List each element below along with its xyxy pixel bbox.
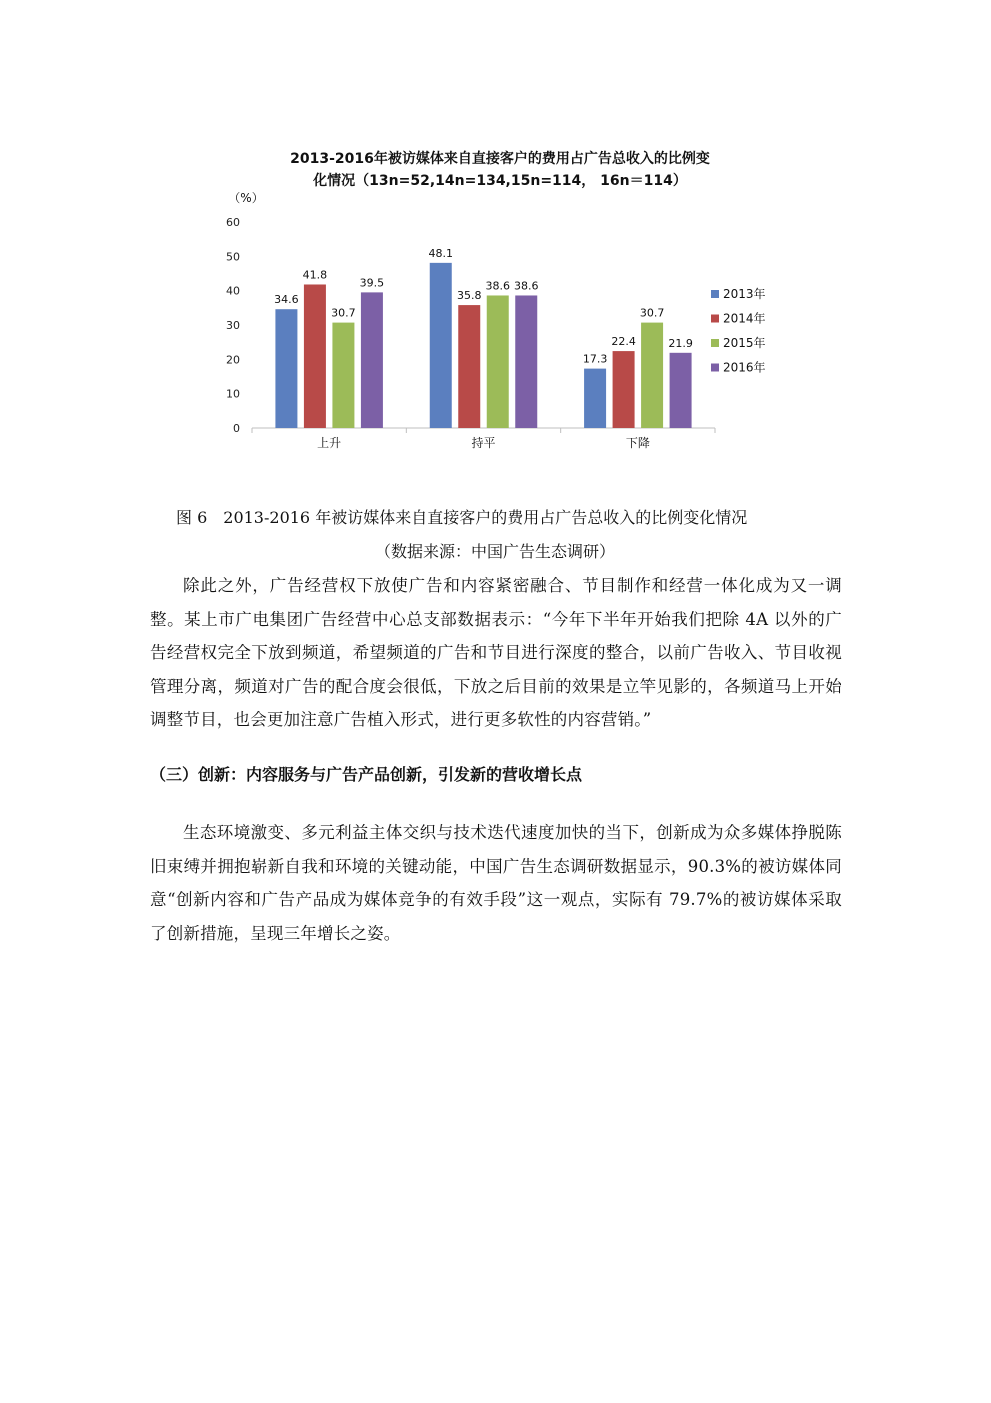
legend-label: 2013年 (723, 287, 766, 301)
legend-label: 2014年 (723, 311, 766, 326)
data-label: 30.7 (639, 306, 665, 320)
bar-2014年-上升 (304, 284, 326, 428)
data-label: 21.9 (668, 336, 693, 350)
bar-chart (210, 185, 790, 460)
data-label: 41.8 (302, 268, 328, 282)
figure-caption: 图 6 2013-2016 年被访媒体来自直接客户的费用占广告总收入的比例变化情况 (176, 508, 748, 527)
bar-2014年-下降 (613, 351, 635, 428)
legend-swatch (711, 364, 719, 372)
x-tick-label: 上升 (317, 436, 342, 450)
paragraph-innovation: 生态环境激变、多元利益主体交织与技术迭代速度加快的当下，创新成为众多媒体挣脱陈旧束缚并拥抱崭新自我和环境的关键动能，中国广告生态调研数据显示，90.3%的被访媒体同意“创新内容和广告产品成为媒体竞争的有效手段”这一观点，实际有 79.7%的被访媒体采取了创新措施，呈现三年增长之姿。 (150, 823, 842, 943)
bar-2013年-下降 (584, 369, 606, 428)
paragraph-decentralization: 除此之外，广告经营权下放使广告和内容紧密融合、节目制作和经营一体化成为又一调整。某上市广电集团广告经营中心总支部数据表示：“今年下半年开始我们把除 4A 以外的广告经营权完全下放到频道，希望频道的广告和节目进行深度的整合，以前广告收入、节目收视管理分离，频道对广告的配合度会很低，下放之后目前的效果是立竿见影的，各频道马上开始调整节目，也会更加注意广告植入形式，进行更多软性的内容营销。” (150, 576, 842, 729)
bar-2013年-上升 (275, 309, 297, 428)
data-label: 22.4 (611, 335, 636, 349)
bar-2016年-持平 (515, 295, 537, 428)
legend-swatch (711, 339, 719, 347)
y-tick-label: 10 (226, 387, 240, 401)
x-tick-label: 下降 (625, 436, 650, 450)
y-tick-label: 20 (226, 353, 240, 367)
legend-swatch (711, 290, 719, 298)
chart-title-line2: 化情况（13n=52,14n=134,15n=114， 16n＝114） (313, 173, 687, 189)
chart-title-line1: 2013-2016年被访媒体来自直接客户的费用占广告总收入的比例变 (290, 151, 710, 167)
data-label: 38.6 (514, 279, 539, 293)
data-label: 30.7 (331, 306, 356, 320)
bar-2014年-持平 (458, 305, 480, 428)
figure-source: （数据来源：中国广告生态调研） (374, 542, 615, 561)
y-tick-label: 30 (226, 319, 240, 332)
y-axis-label: （%） (228, 191, 264, 205)
data-label: 35.8 (457, 289, 482, 303)
section-heading-innovation: （三）创新：内容服务与广告产品创新，引发新的营收增长点 (150, 765, 583, 784)
bar-2016年-上升 (361, 292, 383, 428)
legend-label: 2016年 (723, 360, 766, 375)
bar-2015年-上升 (332, 323, 354, 428)
legend-label: 2015年 (723, 336, 766, 350)
data-label: 48.1 (428, 246, 453, 260)
data-label: 17.3 (582, 352, 608, 366)
x-tick-label: 持平 (471, 436, 496, 450)
bar-2016年-下降 (670, 353, 692, 428)
y-tick-label: 60 (226, 216, 240, 229)
bar-2015年-持平 (487, 295, 509, 428)
bar-2015年-下降 (641, 323, 663, 428)
data-label: 34.6 (274, 293, 299, 307)
bar-2013年-持平 (430, 263, 452, 428)
data-label: 39.5 (359, 276, 385, 290)
y-tick-label: 40 (226, 284, 240, 298)
y-tick-label: 0 (233, 422, 240, 435)
legend-swatch (711, 315, 719, 323)
data-label: 38.6 (485, 279, 510, 293)
y-tick-label: 50 (226, 250, 240, 264)
